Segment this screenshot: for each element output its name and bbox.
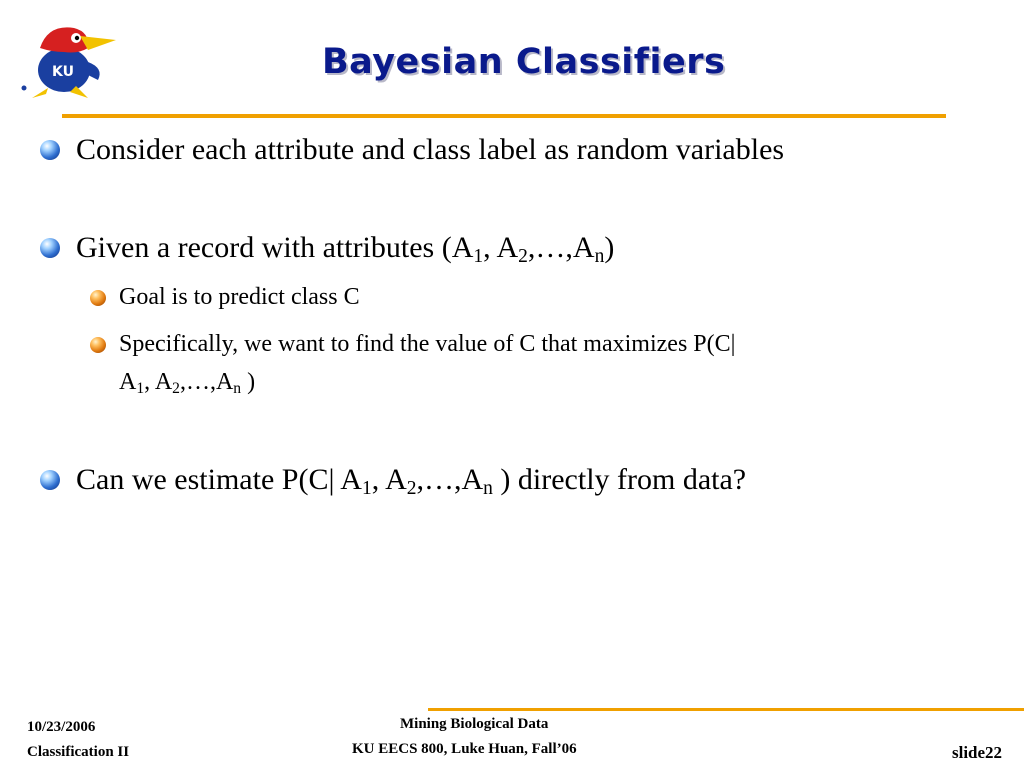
slide-title: Bayesian Classifiers	[322, 42, 726, 82]
footer-section: Classification II	[27, 744, 130, 760]
bullet-text: A	[119, 369, 137, 395]
sub-bullet-2-continuation	[119, 366, 255, 398]
bullet-text: )	[604, 231, 615, 264]
bullet-orb-icon	[40, 140, 60, 160]
sub-bullet-2	[119, 328, 735, 360]
subscript: 1	[136, 379, 145, 397]
subscript: 2	[406, 477, 417, 499]
bullet-orb-icon	[40, 470, 60, 490]
bullet-text: Consider each attribute and class label as random variables	[76, 133, 785, 166]
subscript: n	[594, 245, 605, 267]
bullet-text: Given a record with attributes (A	[76, 231, 474, 264]
footer-course-info: KU EECS 800, Luke Huan, Fall’06	[352, 741, 577, 757]
subscript: n	[233, 379, 242, 397]
ku-jayhawk-logo	[18, 18, 120, 100]
bullet-3	[76, 462, 746, 498]
bullet-text: ,…,A	[179, 369, 234, 395]
footer-rule	[428, 708, 1024, 711]
sub-bullet-orb-icon	[90, 290, 106, 306]
bullet-text: ) directly from data?	[492, 463, 747, 496]
sub-bullet-orb-icon	[90, 337, 106, 353]
bullet-text: Goal is to predict class C	[119, 284, 360, 310]
subscript: 1	[473, 245, 484, 267]
bullet-text: , A	[371, 463, 407, 496]
subscript: n	[483, 477, 493, 499]
sub-bullet-1	[119, 281, 360, 313]
bullet-text: , A	[144, 369, 173, 395]
subscript: 1	[361, 477, 372, 499]
bullet-text: Can we estimate P(C| A	[76, 463, 362, 496]
title-underline	[62, 114, 946, 118]
bullet-2	[76, 230, 614, 266]
bullet-1	[76, 132, 784, 168]
footer-date: 10/23/2006	[27, 719, 96, 735]
bullet-text: , A	[483, 231, 519, 264]
subscript: 2	[172, 379, 180, 397]
bullet-text: Specifically, we want to find the value of C that maximizes P(C|	[119, 331, 736, 357]
logo-ku-text: KU	[52, 64, 74, 80]
bullet-text: ,…,A	[416, 463, 484, 496]
bullet-text: ,…,A	[527, 231, 595, 264]
bullet-orb-icon	[40, 238, 60, 258]
footer-slide-number: slide22	[952, 743, 1003, 762]
subscript: 2	[518, 245, 528, 267]
footer-course-title: Mining Biological Data	[400, 716, 549, 732]
bullet-text: )	[241, 369, 256, 395]
